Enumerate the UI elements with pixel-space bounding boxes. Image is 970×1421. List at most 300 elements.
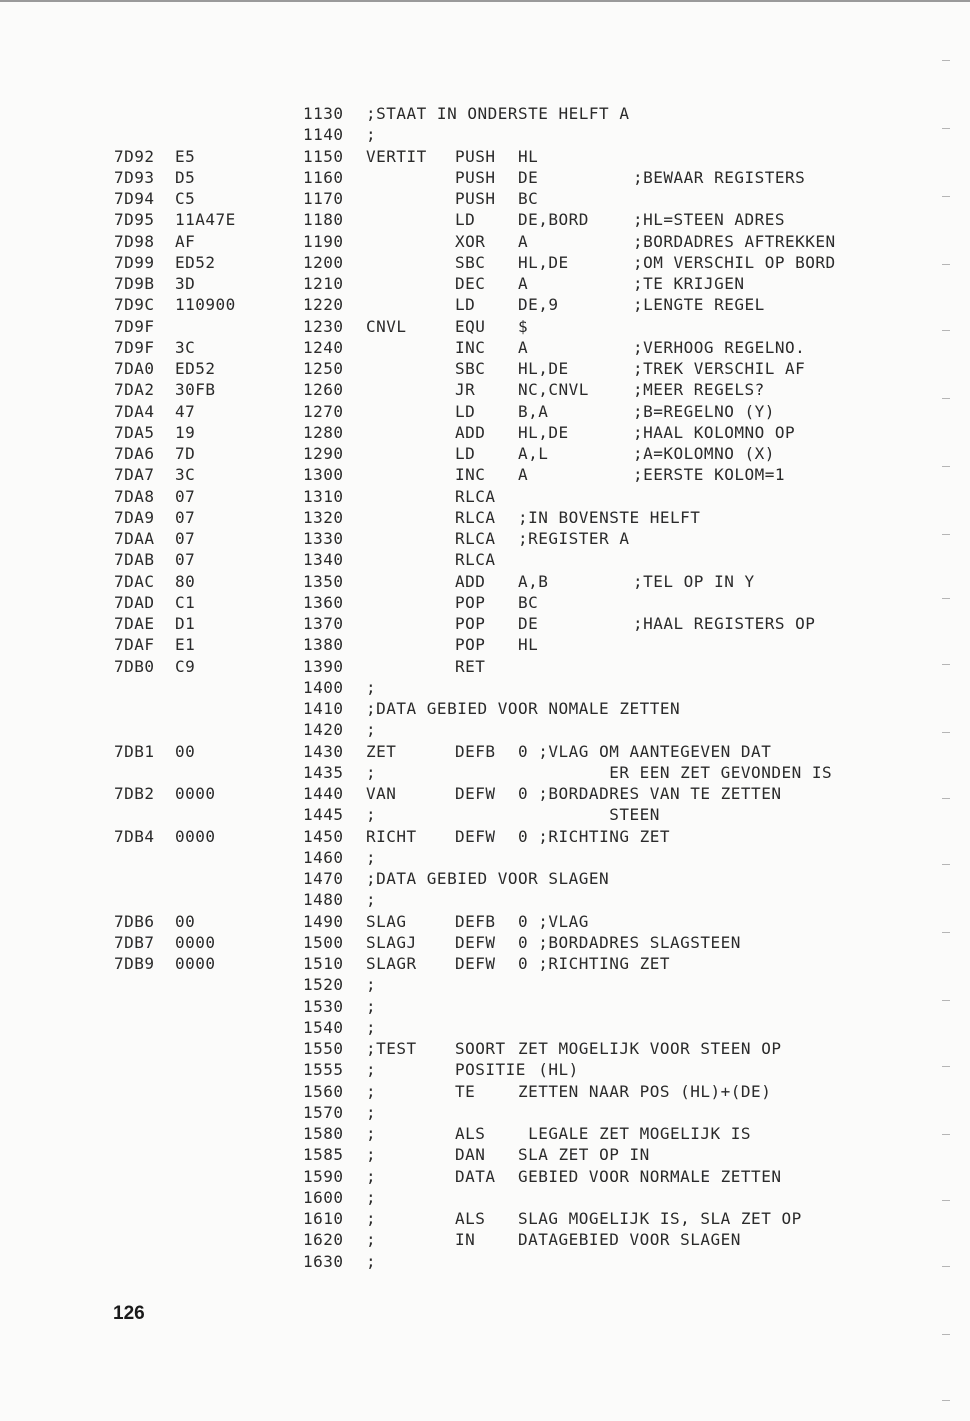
comment: ;VERHOOG REGELNO. xyxy=(633,337,806,357)
operand: 0 ;RICHTING ZET xyxy=(518,826,670,846)
address: 7DB6 xyxy=(114,911,155,931)
line-number: 1590 xyxy=(303,1166,344,1186)
label: ; xyxy=(366,1251,377,1271)
label: ; xyxy=(366,1187,377,1207)
machine-code: AF xyxy=(175,231,196,251)
mnemonic: INC xyxy=(455,465,486,485)
operand: HL,DE xyxy=(518,359,569,378)
mnemonic: DAN xyxy=(455,1145,486,1165)
machine-code: E1 xyxy=(175,635,196,655)
operand: BC xyxy=(518,189,539,208)
edge-tick xyxy=(942,1066,950,1067)
machine-code: 3C xyxy=(175,465,196,485)
listing-row xyxy=(0,741,940,762)
label: ; xyxy=(366,1124,377,1143)
listing-row xyxy=(0,656,940,677)
label: SLAG xyxy=(366,911,407,931)
edge-tick xyxy=(942,1200,950,1201)
machine-code: 11A47E xyxy=(175,210,236,230)
edge-tick xyxy=(942,932,950,933)
listing-row xyxy=(0,996,940,1017)
comment-text: ; xyxy=(366,975,377,995)
address: 7D9B xyxy=(114,274,155,293)
listing-row xyxy=(0,932,940,953)
listing-row xyxy=(0,911,940,932)
machine-code: C9 xyxy=(175,656,196,676)
edge-tick xyxy=(942,398,950,399)
listing-row xyxy=(0,1081,940,1102)
line-number: 1400 xyxy=(303,677,344,697)
operand: DE xyxy=(518,167,539,187)
comment-text: ;STAAT IN ONDERSTE HELFT A xyxy=(366,104,630,123)
line-number: 1140 xyxy=(303,125,344,145)
line-number: 1620 xyxy=(303,1230,344,1250)
listing-row xyxy=(0,231,940,252)
operand: A,L xyxy=(518,444,549,463)
line-number: 1320 xyxy=(303,507,344,527)
comment-text: ; xyxy=(366,1017,377,1037)
listing-row xyxy=(0,167,940,188)
mnemonic: POP xyxy=(455,635,486,655)
comment-text: ; xyxy=(366,125,377,145)
line-number: 1370 xyxy=(303,614,344,633)
address: 7D92 xyxy=(114,146,155,166)
label: ; xyxy=(366,1102,377,1122)
label: VERTIT xyxy=(366,146,427,166)
operand: ;IN BOVENSTE HELFT xyxy=(518,507,701,527)
address: 7DA0 xyxy=(114,359,155,378)
address: 7DB1 xyxy=(114,741,155,761)
label: SLAGR xyxy=(366,954,417,973)
listing-row xyxy=(0,783,940,804)
operand: HL,DE xyxy=(518,252,569,272)
operand: 0 ;VLAG OM AANTEGEVEN DAT xyxy=(518,741,772,761)
listing-row xyxy=(0,273,940,294)
address: 7D9F xyxy=(114,337,155,357)
mnemonic: DATA xyxy=(455,1166,496,1186)
listing-row xyxy=(0,1187,940,1208)
mnemonic: IN xyxy=(455,1230,476,1250)
edge-tick xyxy=(942,196,950,197)
operand: GEBIED VOOR NORMALE ZETTEN xyxy=(518,1166,782,1186)
mnemonic: DEFB xyxy=(455,911,496,931)
line-number: 1450 xyxy=(303,826,344,846)
listing-row xyxy=(0,1017,940,1038)
comment: ;MEER REGELS? xyxy=(633,380,765,400)
listing-row xyxy=(0,443,940,464)
mnemonic: POP xyxy=(455,614,486,633)
mnemonic: ADD xyxy=(455,571,486,591)
line-number: 1380 xyxy=(303,635,344,655)
edge-tick xyxy=(942,664,950,665)
machine-code: 0000 xyxy=(175,826,216,846)
operand: STEEN xyxy=(518,805,660,825)
mnemonic: ALS xyxy=(455,1124,486,1143)
operand: HL xyxy=(518,146,539,166)
machine-code: C1 xyxy=(175,592,196,612)
operand: A,B xyxy=(518,571,549,591)
operand: ZETTEN NAAR POS (HL)+(DE) xyxy=(518,1081,772,1101)
machine-code: 07 xyxy=(175,529,196,548)
assembly-listing xyxy=(0,103,940,1272)
operand: $ xyxy=(518,316,529,336)
machine-code: D5 xyxy=(175,167,196,187)
label: ; xyxy=(366,1209,377,1228)
operand: DE,BORD xyxy=(518,210,589,230)
address: 7D94 xyxy=(114,189,155,208)
label: ;TEST xyxy=(366,1039,417,1058)
line-number: 1570 xyxy=(303,1102,344,1122)
listing-row xyxy=(0,1208,940,1229)
line-number: 1160 xyxy=(303,167,344,187)
address: 7DA2 xyxy=(114,380,155,400)
label: ; xyxy=(366,1230,377,1250)
line-number: 1190 xyxy=(303,231,344,251)
machine-code: 00 xyxy=(175,911,196,931)
listing-row xyxy=(0,1038,940,1059)
comment-text: ;DATA GEBIED VOOR SLAGEN xyxy=(366,869,610,888)
listing-row xyxy=(0,719,940,740)
edge-tick xyxy=(942,534,950,535)
edge-tick xyxy=(942,128,950,129)
line-number: 1560 xyxy=(303,1081,344,1101)
edge-tick xyxy=(942,1134,950,1135)
line-number: 1630 xyxy=(303,1251,344,1271)
line-number: 1200 xyxy=(303,252,344,272)
address: 7DA7 xyxy=(114,465,155,485)
machine-code: 0000 xyxy=(175,932,216,952)
listing-row xyxy=(0,358,940,379)
address: 7D9F xyxy=(114,316,155,336)
machine-code: 0000 xyxy=(175,784,216,803)
mnemonic: RLCA xyxy=(455,486,496,506)
line-number: 1500 xyxy=(303,932,344,952)
operand: DE,9 xyxy=(518,295,559,315)
edge-tick xyxy=(942,1400,950,1401)
comment: ;BEWAAR REGISTERS xyxy=(633,167,806,187)
line-number: 1470 xyxy=(303,869,344,888)
listing-row xyxy=(0,677,940,698)
operand: HL xyxy=(518,635,539,655)
comment: ;HAAL KOLOMNO OP xyxy=(633,422,796,442)
address: 7DA6 xyxy=(114,444,155,463)
page-number: 126 xyxy=(113,1303,145,1324)
address: 7D99 xyxy=(114,252,155,272)
mnemonic: POP xyxy=(455,592,486,612)
line-number: 1250 xyxy=(303,359,344,378)
listing-row xyxy=(0,507,940,528)
line-number: 1580 xyxy=(303,1124,344,1143)
operand: (HL) xyxy=(518,1060,579,1080)
top-rule xyxy=(0,0,970,2)
listing-row xyxy=(0,1166,940,1187)
edge-tick xyxy=(942,60,950,61)
listing-row xyxy=(0,401,940,422)
listing-row xyxy=(0,528,940,549)
mnemonic: SBC xyxy=(455,252,486,272)
address: 7DB2 xyxy=(114,784,155,803)
mnemonic: RLCA xyxy=(455,507,496,527)
line-number: 1360 xyxy=(303,592,344,612)
listing-row xyxy=(0,1251,940,1272)
comment: ;TEL OP IN Y xyxy=(633,571,755,591)
mnemonic: EQU xyxy=(455,316,486,336)
edge-tick xyxy=(942,330,950,331)
address: 7DAD xyxy=(114,592,155,612)
listing-row xyxy=(0,464,940,485)
listing-row xyxy=(0,316,940,337)
line-number: 1555 xyxy=(303,1060,344,1080)
edge-tick xyxy=(942,1000,950,1001)
line-number: 1180 xyxy=(303,210,344,230)
operand: LEGALE ZET MOGELIJK IS xyxy=(518,1124,752,1143)
mnemonic: LD xyxy=(455,295,476,315)
line-number: 1445 xyxy=(303,805,344,825)
line-number: 1610 xyxy=(303,1209,344,1228)
line-number: 1300 xyxy=(303,465,344,485)
comment: ;TE KRIJGEN xyxy=(633,274,745,293)
mnemonic: SBC xyxy=(455,359,486,378)
operand: 0 ;BORDADRES SLAGSTEEN xyxy=(518,932,741,952)
operand: ER EEN ZET GEVONDEN IS xyxy=(518,762,833,782)
line-number: 1600 xyxy=(303,1187,344,1207)
listing-row xyxy=(0,549,940,570)
operand: A xyxy=(518,231,529,251)
listing-row xyxy=(0,804,940,825)
listing-row xyxy=(0,613,940,634)
listing-row xyxy=(0,847,940,868)
address: 7DA9 xyxy=(114,507,155,527)
listing-row xyxy=(0,422,940,443)
line-number: 1230 xyxy=(303,316,344,336)
line-number: 1130 xyxy=(303,104,344,123)
operand: A xyxy=(518,465,529,485)
address: 7DB9 xyxy=(114,954,155,973)
listing-row xyxy=(0,1229,940,1250)
label: ZET xyxy=(366,741,397,761)
line-number: 1585 xyxy=(303,1145,344,1165)
operand: DE xyxy=(518,614,539,633)
operand: B,A xyxy=(518,401,549,421)
label: ; xyxy=(366,1081,377,1101)
comment: ;B=REGELNO (Y) xyxy=(633,401,775,421)
listing-row xyxy=(0,486,940,507)
address: 7DA5 xyxy=(114,422,155,442)
line-number: 1170 xyxy=(303,189,344,208)
comment: ;BORDADRES AFTREKKEN xyxy=(633,231,836,251)
address: 7DA4 xyxy=(114,401,155,421)
line-number: 1220 xyxy=(303,295,344,315)
machine-code: 3D xyxy=(175,274,196,293)
operand: SLA ZET OP IN xyxy=(518,1145,650,1165)
edge-tick xyxy=(942,1266,950,1267)
line-number: 1430 xyxy=(303,741,344,761)
line-number: 1330 xyxy=(303,529,344,548)
operand: 0 ;VLAG xyxy=(518,911,589,931)
label: ; xyxy=(366,805,377,825)
listing-row xyxy=(0,698,940,719)
mnemonic: PUSH xyxy=(455,167,496,187)
listing-row xyxy=(0,868,940,889)
listing-row xyxy=(0,294,940,315)
label: SLAGJ xyxy=(366,932,417,952)
listing-row xyxy=(0,1059,940,1080)
listing-row xyxy=(0,953,940,974)
comment-text: ; xyxy=(366,720,377,740)
listing-row xyxy=(0,146,940,167)
line-number: 1460 xyxy=(303,847,344,867)
listing-row xyxy=(0,826,940,847)
comment: ;TREK VERSCHIL AF xyxy=(633,359,806,378)
address: 7DB7 xyxy=(114,932,155,952)
line-number: 1290 xyxy=(303,444,344,463)
label: ; xyxy=(366,1060,377,1080)
operand: DATAGEBIED VOOR SLAGEN xyxy=(518,1230,741,1250)
comment: ;OM VERSCHIL OP BORD xyxy=(633,252,836,272)
mnemonic: RLCA xyxy=(455,550,496,570)
machine-code: 07 xyxy=(175,550,196,570)
comment-text: ; xyxy=(366,890,377,910)
line-number: 1530 xyxy=(303,996,344,1016)
address: 7D93 xyxy=(114,167,155,187)
label: VAN xyxy=(366,784,397,803)
page-edge-marks xyxy=(940,0,970,1421)
comment-text: ;DATA GEBIED VOOR NOMALE ZETTEN xyxy=(366,699,681,718)
listing-row xyxy=(0,1144,940,1165)
listing-row xyxy=(0,592,940,613)
listing-row xyxy=(0,103,940,124)
operand: BC xyxy=(518,592,539,612)
machine-code: ED52 xyxy=(175,359,216,378)
machine-code: ED52 xyxy=(175,252,216,272)
mnemonic: JR xyxy=(455,380,476,400)
label: ; xyxy=(366,1166,377,1186)
edge-tick xyxy=(942,732,950,733)
operand: ZET MOGELIJK VOOR STEEN OP xyxy=(518,1039,782,1058)
listing-row xyxy=(0,974,940,995)
line-number: 1280 xyxy=(303,422,344,442)
mnemonic: SOORT xyxy=(455,1039,506,1058)
listing-row xyxy=(0,571,940,592)
machine-code: D1 xyxy=(175,614,196,633)
address: 7DAA xyxy=(114,529,155,548)
mnemonic: POSITIE xyxy=(455,1060,526,1080)
machine-code: 07 xyxy=(175,507,196,527)
address: 7DAB xyxy=(114,550,155,570)
mnemonic: XOR xyxy=(455,231,486,251)
line-number: 1210 xyxy=(303,274,344,293)
listing-row xyxy=(0,337,940,358)
operand: ;REGISTER A xyxy=(518,529,630,548)
mnemonic: PUSH xyxy=(455,189,496,208)
line-number: 1440 xyxy=(303,784,344,803)
mnemonic: TE xyxy=(455,1081,476,1101)
listing-row xyxy=(0,634,940,655)
line-number: 1270 xyxy=(303,401,344,421)
operand: HL,DE xyxy=(518,422,569,442)
address: 7D95 xyxy=(114,210,155,230)
mnemonic: LD xyxy=(455,401,476,421)
address: 7DAC xyxy=(114,571,155,591)
mnemonic: DEFW xyxy=(455,932,496,952)
line-number: 1390 xyxy=(303,656,344,676)
line-number: 1510 xyxy=(303,954,344,973)
mnemonic: DEFW xyxy=(455,954,496,973)
comment-text: ; xyxy=(366,847,377,867)
address: 7DB0 xyxy=(114,656,155,676)
edge-tick xyxy=(942,466,950,467)
edge-tick xyxy=(942,1334,950,1335)
listing-row xyxy=(0,188,940,209)
operand: NC,CNVL xyxy=(518,380,589,400)
address: 7D98 xyxy=(114,231,155,251)
machine-code: 3C xyxy=(175,337,196,357)
line-number: 1350 xyxy=(303,571,344,591)
line-number: 1550 xyxy=(303,1039,344,1058)
line-number: 1480 xyxy=(303,890,344,910)
line-number: 1520 xyxy=(303,975,344,995)
operand: A xyxy=(518,337,529,357)
listing-row xyxy=(0,252,940,273)
machine-code: 0000 xyxy=(175,954,216,973)
label: CNVL xyxy=(366,316,407,336)
address: 7DA8 xyxy=(114,486,155,506)
line-number: 1490 xyxy=(303,911,344,931)
mnemonic: INC xyxy=(455,337,486,357)
operand: SLAG MOGELIJK IS, SLA ZET OP xyxy=(518,1209,802,1228)
edge-tick xyxy=(942,798,950,799)
label: RICHT xyxy=(366,826,417,846)
machine-code: 110900 xyxy=(175,295,236,315)
machine-code: 07 xyxy=(175,486,196,506)
machine-code: 7D xyxy=(175,444,196,463)
listing-row xyxy=(0,1123,940,1144)
line-number: 1410 xyxy=(303,699,344,718)
listing-row xyxy=(0,1102,940,1123)
listing-row xyxy=(0,762,940,783)
machine-code: 00 xyxy=(175,741,196,761)
line-number: 1240 xyxy=(303,337,344,357)
line-number: 1340 xyxy=(303,550,344,570)
comment: ;A=KOLOMNO (X) xyxy=(633,444,775,463)
operand: A xyxy=(518,274,529,293)
machine-code: E5 xyxy=(175,146,196,166)
comment-text: ; xyxy=(366,677,377,697)
listing-row xyxy=(0,124,940,145)
line-number: 1150 xyxy=(303,146,344,166)
mnemonic: LD xyxy=(455,210,476,230)
mnemonic: RET xyxy=(455,656,486,676)
comment: ;LENGTE REGEL xyxy=(633,295,765,315)
mnemonic: ALS xyxy=(455,1209,486,1228)
line-number: 1260 xyxy=(303,380,344,400)
address: 7D9C xyxy=(114,295,155,315)
label: ; xyxy=(366,762,377,782)
operand: 0 ;BORDADRES VAN TE ZETTEN xyxy=(518,784,782,803)
edge-tick xyxy=(942,264,950,265)
listing-row xyxy=(0,379,940,400)
edge-tick xyxy=(942,864,950,865)
line-number: 1310 xyxy=(303,486,344,506)
mnemonic: DEFW xyxy=(455,784,496,803)
mnemonic: ADD xyxy=(455,422,486,442)
address: 7DB4 xyxy=(114,826,155,846)
operand: 0 ;RICHTING ZET xyxy=(518,954,670,973)
machine-code: 80 xyxy=(175,571,196,591)
address: 7DAE xyxy=(114,614,155,633)
machine-code: 30FB xyxy=(175,380,216,400)
mnemonic: DEC xyxy=(455,274,486,293)
